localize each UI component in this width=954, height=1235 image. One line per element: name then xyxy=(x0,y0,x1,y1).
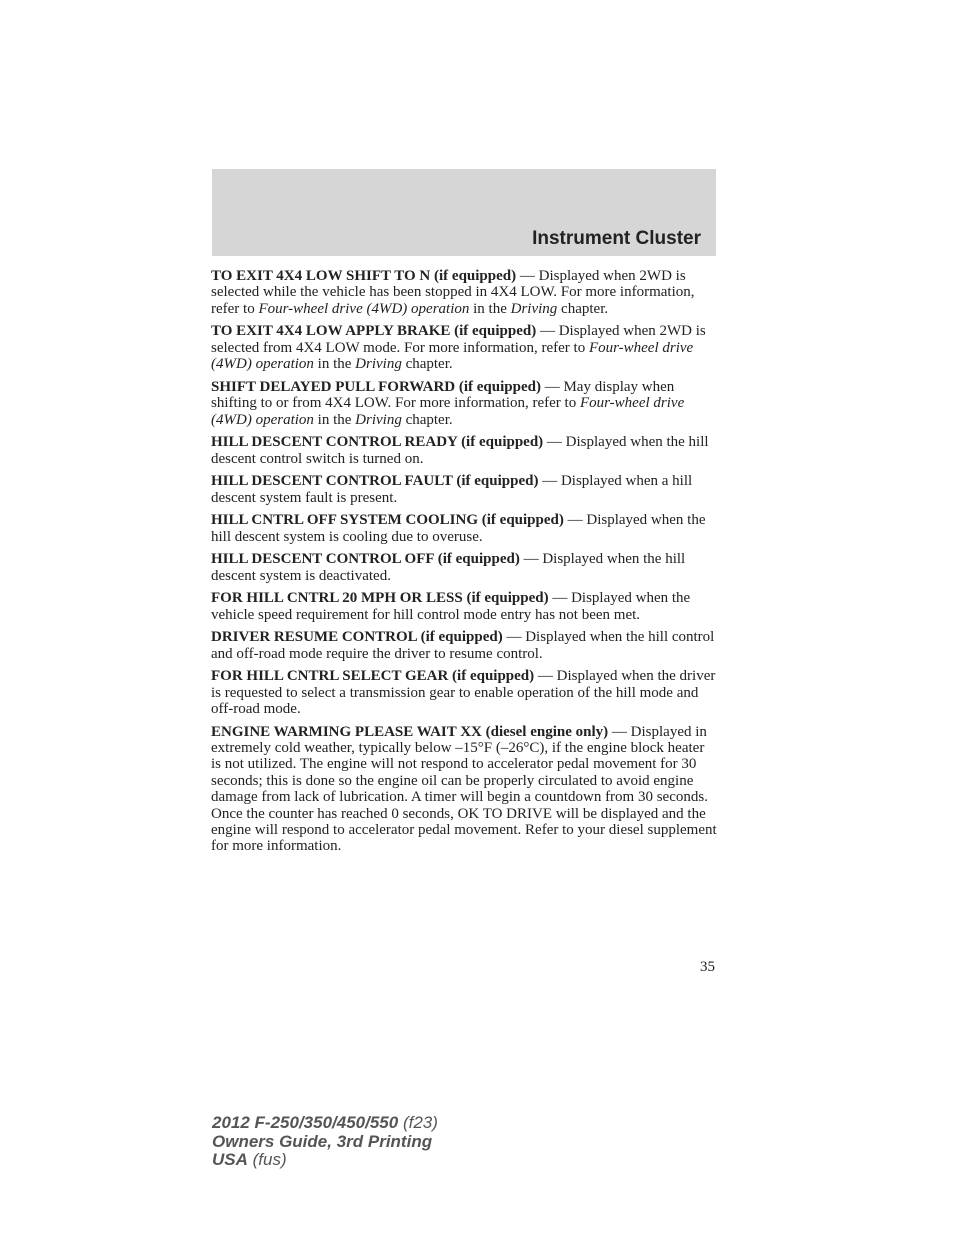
message-description: — Displayed when the hill descent system is deactivated. xyxy=(211,551,686,584)
message-entry xyxy=(211,473,717,506)
message-term: SHIFT DELAYED PULL FORWARD (if equipped) xyxy=(211,378,541,395)
message-term: TO EXIT 4X4 LOW SHIFT TO N (if equipped) xyxy=(211,268,517,284)
message-entry xyxy=(211,629,717,662)
message-description: in the xyxy=(469,300,511,317)
message-term: HILL CNTRL OFF SYSTEM COOLING (if equipped) xyxy=(211,512,564,529)
message-entry xyxy=(211,323,717,372)
cross-reference: Driving xyxy=(355,411,402,428)
message-list xyxy=(211,268,717,861)
message-description: — Displayed when 2WD is selected while the vehicle has been stopped in 4X4 LOW. For more information, refer to xyxy=(211,268,695,317)
message-term: ENGINE WARMING PLEASE WAIT XX (diesel engine only) xyxy=(211,723,609,740)
message-term: HILL DESCENT CONTROL FAULT (if equipped) xyxy=(211,473,539,490)
message-description: — Displayed when the driver is requested to select a transmission gear to enable operation of the hill mode and off-road mode. xyxy=(211,668,716,718)
message-term: FOR HILL CNTRL 20 MPH OR LESS (if equipped) xyxy=(211,590,549,607)
cross-reference: Driving xyxy=(355,356,402,373)
message-term: FOR HILL CNTRL SELECT GEAR (if equipped) xyxy=(211,668,535,685)
message-term: DRIVER RESUME CONTROL (if equipped) xyxy=(211,629,503,646)
message-description: — Displayed in extremely cold weather, typically below –15°F (–26°C), if the engine block heater is not utilized. The engine will not respond to accelerator pedal movement for 30 seconds; this is done so the engine oil can be properly circulated to avoid engine damage from lack of lubrication. A timer will begin a countdown from 30 seconds. Once the counter has reached 0 seconds, OK TO DRIVE will be displayed and the engine will respond to accelerator pedal movement. Refer to your diesel supplement for more information. xyxy=(211,723,717,855)
message-entry xyxy=(211,379,717,428)
cross-reference: Four-wheel drive (4WD) operation xyxy=(258,300,470,317)
message-entry xyxy=(211,512,717,545)
message-description: — May display when shifting to or from 4X4 LOW. For more information, refer to xyxy=(211,378,675,412)
message-description: in the xyxy=(313,356,356,373)
message-description: — Displayed when a hill descent system fault is present. xyxy=(211,473,693,506)
message-term: TO EXIT 4X4 LOW APPLY BRAKE (if equipped) xyxy=(211,323,537,340)
message-entry xyxy=(211,590,717,623)
message-entry xyxy=(211,434,717,467)
message-description: — Displayed when the hill descent control switch is turned on. xyxy=(211,434,709,467)
message-entry xyxy=(211,724,717,855)
message-description: chapter. xyxy=(401,411,453,428)
message-entry xyxy=(211,668,717,717)
message-entry xyxy=(211,268,717,317)
message-description: — Displayed when the hill control and off-road mode require the driver to resume control. xyxy=(211,629,715,662)
footer-line-guide: Owners Guide, 3rd Printing xyxy=(212,1131,433,1151)
message-term: HILL DESCENT CONTROL READY (if equipped) xyxy=(211,434,544,451)
cross-reference: Four-wheel drive (4WD) operation xyxy=(211,395,685,428)
message-term: HILL DESCENT CONTROL OFF (if equipped) xyxy=(211,551,520,568)
footer-line-model: 2012 F-250/350/450/550 (f23) xyxy=(212,1113,438,1132)
message-description: — Displayed when the hill descent system is cooling due to overuse. xyxy=(211,512,706,545)
cross-reference: Driving xyxy=(510,300,558,317)
section-title: Instrument Cluster xyxy=(532,228,701,249)
section-header-band xyxy=(212,169,716,256)
message-description: chapter. xyxy=(557,300,609,317)
message-description: — Displayed when the vehicle speed requirement for hill control mode entry has not been met. xyxy=(211,590,691,623)
footer-line-region: USA (fus) xyxy=(212,1150,287,1169)
cross-reference: Four-wheel drive (4WD) operation xyxy=(211,339,694,373)
document-footer xyxy=(212,1114,438,1170)
message-entry xyxy=(211,551,717,584)
message-description: in the xyxy=(313,411,356,428)
page-number: 35 xyxy=(700,959,715,975)
message-description: — Displayed when 2WD is selected from 4X4 LOW mode. For more information, refer to xyxy=(211,323,706,356)
message-description: chapter. xyxy=(401,356,453,373)
